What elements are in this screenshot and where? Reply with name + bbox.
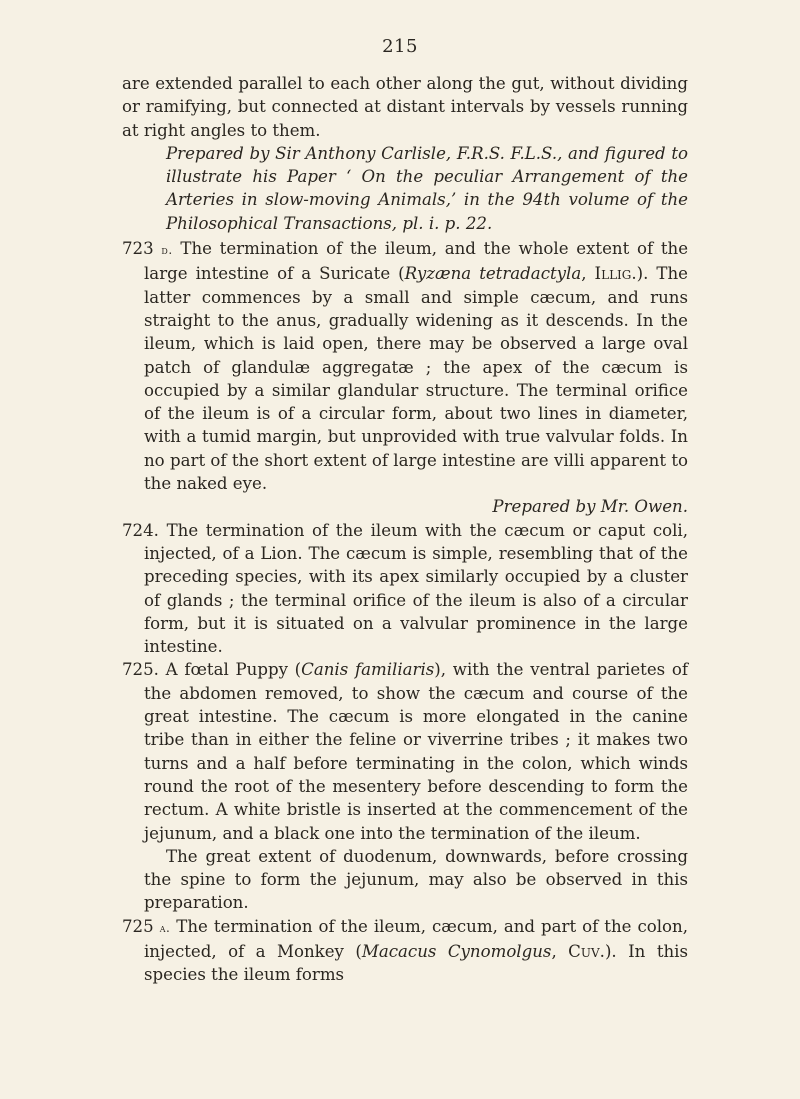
continuation-paragraph: are extended parallel to each other along the gut, without dividing or ramifying, but connected at distant intervals by vessels running at right angles to them. bbox=[122, 74, 688, 140]
page-number: 215 bbox=[382, 36, 418, 57]
page-body bbox=[122, 72, 688, 987]
entry-725a: 725 a. The termination of the ileum, cæcum, and part of the colon, injected, of a Monkey (Macacus Cynomolgus, Cuv.). In this species the ileum forms bbox=[122, 916, 688, 985]
owen-credit: Prepared by Mr. Owen. bbox=[492, 497, 688, 517]
entry-suffix: d. bbox=[161, 243, 173, 258]
authority: Cuv. bbox=[568, 941, 605, 961]
entry-number: 725 bbox=[122, 916, 154, 936]
entry-text-cont: ). The latter commences by a small and simple cæcum, and runs straight to the anus, gradually widening as it descends. In the ileum, which is laid open, there may be observed a large oval patch of glandulæ aggregatæ ; the apex of the cæcum is occupied by a similar glandular structure. The terminal orifice of the ileum is of a circular form, about two lines in diameter, with a tumid margin, but unprovided with true valvular folds. In no part of the short extent of large intestine are villi apparent to the naked eye. bbox=[144, 264, 688, 494]
entry-suffix: a. bbox=[159, 920, 171, 935]
entry-725 bbox=[122, 658, 688, 844]
entry-text: The termination of the ileum, and the whole extent of the large intestine of a Suricate ( bbox=[144, 239, 689, 284]
entry-text-cont: ), with the ventral parietes of the abdomen removed, to show the cæcum and course of the great intestine. The cæcum is more elongated in the canine tribe than in either the feline or viverrine tribes ; it makes two turns and a half before terminating in the colon, which winds round the root of the mesentery before descending to form the rectum. A white bristle is inserted at the commencement of the jejunum, and a black one into the termination of the ileum. bbox=[144, 660, 689, 843]
entry-number: 724. bbox=[122, 520, 159, 540]
carlisle-credit: Prepared by Sir Anthony Carlisle, F.R.S. F.L.S., and figured to illustrate his Paper ‘ On the peculiar Arrangement of the Arteries in slow-moving Animals,’ in the 94th volume of the Philosophical Transactions, pl. i. p. 22. bbox=[166, 143, 688, 233]
entry-text: The termination of the ileum with the cæcum or caput coli, injected, of a Lion. The cæcum is simple, resembling that of the preceding species, with its apex similarly occupied by a cluster of glands ; the terminal orifice of the ileum is also of a circular form, but it is situated on a valvular prominence in the large intestine. bbox=[144, 520, 688, 657]
entry-724 bbox=[122, 519, 688, 659]
entry-number: 723 bbox=[122, 239, 154, 259]
authority: Illig. bbox=[594, 264, 637, 284]
entry-text: The termination of the ileum, cæcum, and part of the colon, injected, of a Monkey ( bbox=[144, 916, 688, 961]
entry-text-cont: ). In this species the ileum forms bbox=[144, 941, 688, 985]
species-name: Macacus Cynomolgus bbox=[361, 941, 552, 961]
species-name: Ryzæna tetradactyla bbox=[404, 264, 582, 284]
entry-number: 725. bbox=[122, 660, 159, 680]
entry-725-second-paragraph: The great extent of duodenum, downwards, before crossing the spine to form the jejunum, may also be observed in this preparation. bbox=[144, 846, 688, 913]
entry-723d: 723 d. The termination of the ileum, and the whole extent of the large intestine of a Suricate (Ryzæna tetradactyla, Illig.). The latter commences by a small and simple cæcum, and runs straight to the anus, gradually widening as it descends. In the ileum, which is laid open, there may be observed a large oval patch of glandulæ aggregatæ ; the apex of the cæcum is occupied by a similar glandular structure. The terminal orifice of the ileum is of a circular form, about two lines in diameter, with a tumid margin, but unprovided with true valvular folds. In no part of the short extent of large intestine are villi apparent to the naked eye. bbox=[122, 239, 689, 494]
entry-text: A fœtal Puppy ( bbox=[165, 660, 302, 680]
species-name: Canis familiaris bbox=[301, 660, 435, 680]
